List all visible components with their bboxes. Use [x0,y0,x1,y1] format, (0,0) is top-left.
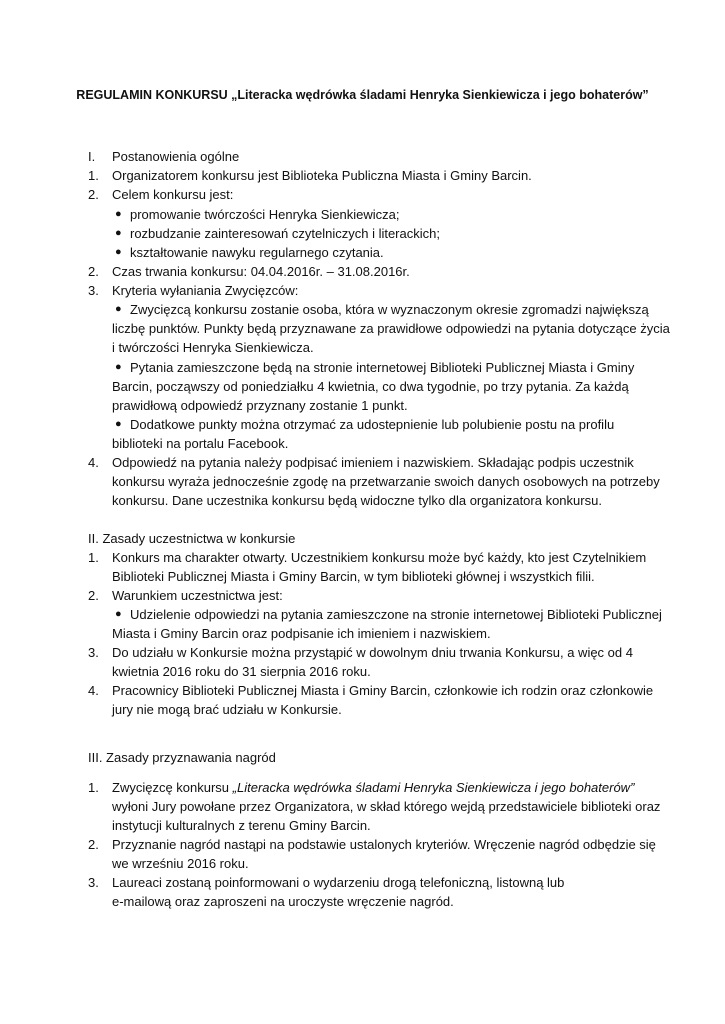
document-page: REGULAMIN KONKURSU „Literacka wędrówka śladami Henryka Sienkiewicza i jego bohaterów” I. Postanowienia ogólne 1. Organizatorem konkursu jest Biblioteka Publiczna Miasta i Gminy Barcin. 2. Celem konkursu jest: ● promowanie twórczości Henryka Sienkiewicza; ● rozbudzanie zainteresowań czytelniczych i literackich; ● kształtowanie nawyku regularnego czytania. 2. Czas trwania konkursu: 04.04.2016r. – 31.08.2016r. 3. Kryteria wyłaniania Zwycięzców: ● Zwycięzcą konkursu zostanie osoba, która w wyznaczonym okresie zgromadzi największą liczbę punktów. Punkty będą przyznawane za prawidłowe odpowiedzi na pytania dotyczące życia i twórczości Henryka Sienkiewicza. ● Pytania zamieszczone będą na stronie internetowej Biblioteki Publicznej Miasta i Gminy Barcin, począwszy od poniedziałku 4 kwietnia, co dwa tygodnie, po trzy pytania. Za każdą prawidłową odpowiedź przyznany zostanie 1 punkt. ● Dodatkowe punkty można otrzymać za udostepnienie lub polubienie postu na profilu biblioteki na portalu Facebook. 4. Odpowiedź na pytania należy podpisać imieniem i nazwiskiem. Składając podpis uczestnik konkursu wyraża jednocześnie zgodę na przetwarzanie swoich danych osobowych na potrzeby konkursu. Dane uczestnika konkursu będą widoczne tylko dla organizatora konkursu. II. Zasady uczestnictwa w konkursie 1. Konkurs ma charakter otwarty. Uczestnikiem konkursu może być każdy, kto jest Czytelnikiem Biblioteki Publicznej Miasta i Gminy Barcin, w tym biblioteki głównej i wszystkich filii. 2. Warunkiem uczestnictwa jest: ● Udzielenie odpowiedzi na pytania zamieszczone na stronie internetowej Biblioteki Publicznej Miasta i Gminy Barcin oraz podpisanie ich imieniem i nazwiskiem. 3. Do udziału w Konkursie można przystąpić w dowolnym dniu trwania Konkursu, a więc od 4 kwietnia 2016 roku do 31 sierpnia 2016 roku. 4. Pracownicy Biblioteki Publicznej Miasta i Gminy Barcin, członkowie ich rodzin oraz członkowie jury nie mogą brać udziału w Konkursie. III. Zasady przyznawania nagród 1. Zwycięzcę konkursu „Literacka wędrówka śladami Henryka Sienkiewicza i jego bohaterów” wyłoni Jury powołane przez Organizatora, w skład którego wejdą przedstawiciele biblioteki oraz instytucji kulturalnych z terenu Gminy Barcin. 2. Przyznanie nagród nastąpi na podstawie ustalonych kryteriów. Wręczenie nagród odbędzie się we wrześniu 2016 roku. 3. Laureaci zostaną poinformowani o wydarzeniu drogą telefoniczną, listowną lub e-mailową oraz zaproszeni na uroczyste wręczenie nagród. [0,0,725,1024]
bullet-icon: ● [115,608,122,620]
bullet-icon: ● [115,246,122,258]
document-title: REGULAMIN KONKURSU „Literacka wędrówka śladami Henryka Sienkiewicza i jego bohaterów” [76,88,649,102]
bullet-icon: ● [115,303,122,315]
section-3-heading: III. Zasady przyznawania nagród [88,750,276,765]
bullet-icon: ● [115,208,122,220]
bullet-icon: ● [115,361,122,373]
bullet-icon: ● [115,227,122,239]
section-2-heading: II. Zasady uczestnictwa w konkursie [88,531,296,546]
bullet-icon: ● [115,418,122,430]
